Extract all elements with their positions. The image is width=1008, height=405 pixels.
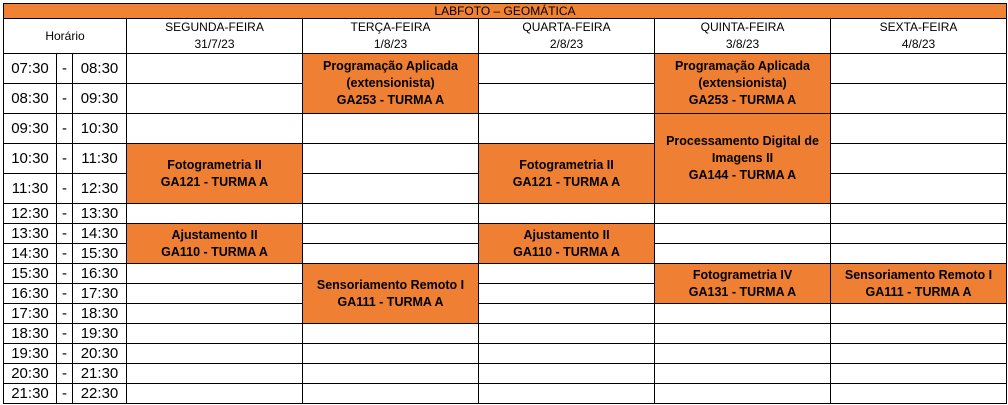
empty-slot[interactable]: [302, 113, 479, 144]
slot-end-text: 21:30: [80, 365, 119, 382]
slot-end-text: 20:30: [80, 345, 119, 362]
class-line: (extensionista): [346, 76, 435, 91]
slot-start-time: [3, 263, 57, 284]
day-name: TERÇA-FEIRA: [350, 20, 431, 34]
empty-slot[interactable]: [478, 83, 655, 114]
slot-dash: [56, 283, 73, 304]
day-date: 3/8/23: [725, 37, 760, 51]
empty-slot[interactable]: [830, 83, 1007, 114]
slot-end-text: 19:30: [80, 325, 119, 342]
day-header: [830, 18, 1007, 54]
slot-start-text: 17:30: [11, 305, 49, 322]
class-line: Fotogrametria II: [519, 157, 614, 172]
empty-slot[interactable]: [830, 323, 1007, 344]
slot-start-text: 11:30: [11, 180, 49, 197]
empty-slot[interactable]: [302, 383, 479, 404]
slot-dash: [56, 383, 73, 404]
class-line: GA131 - TURMA A: [688, 284, 797, 299]
slot-end-text: 16:30: [80, 265, 119, 282]
class-line: GA253 - TURMA A: [688, 92, 797, 107]
slot-end-text: 18:30: [80, 305, 119, 322]
empty-slot[interactable]: [478, 263, 655, 284]
slot-dash: [56, 53, 73, 84]
class-line: Sensoriamento Remoto I: [844, 267, 993, 282]
class-block[interactable]: [478, 143, 655, 204]
slot-end-time: [72, 223, 127, 244]
slot-dash-text: -: [62, 285, 67, 302]
slot-end-text: 14:30: [80, 225, 119, 242]
empty-slot[interactable]: [478, 363, 655, 384]
empty-slot[interactable]: [654, 303, 831, 324]
slot-end-text: 15:30: [80, 245, 119, 262]
slot-dash: [56, 323, 73, 344]
empty-slot[interactable]: [126, 283, 303, 304]
empty-slot[interactable]: [654, 223, 831, 244]
slot-start-text: 21:30: [11, 385, 49, 402]
empty-slot[interactable]: [302, 173, 479, 204]
empty-slot[interactable]: [126, 383, 303, 404]
empty-slot[interactable]: [478, 53, 655, 84]
slot-start-time: [3, 113, 57, 144]
empty-slot[interactable]: [830, 343, 1007, 364]
slot-dash-text: -: [62, 265, 67, 282]
class-line: GA111 - TURMA A: [337, 294, 444, 309]
slot-dash-text: -: [62, 385, 67, 402]
class-line: GA121 - TURMA A: [160, 174, 269, 189]
slot-dash-text: -: [62, 60, 67, 77]
slot-start-time: [3, 243, 57, 264]
class-line: Ajustamento II: [523, 227, 610, 242]
slot-dash: [56, 113, 73, 144]
day-name: QUINTA-FEIRA: [700, 20, 785, 34]
empty-slot[interactable]: [126, 323, 303, 344]
slot-start-text: 12:30: [11, 205, 49, 222]
slot-dash: [56, 343, 73, 364]
slot-dash: [56, 363, 73, 384]
empty-slot[interactable]: [830, 243, 1007, 264]
slot-dash: [56, 83, 73, 114]
slot-end-time: [72, 283, 127, 304]
class-line: GA253 - TURMA A: [336, 92, 445, 107]
day-header: [654, 18, 831, 54]
slot-dash-text: -: [62, 325, 67, 342]
empty-slot[interactable]: [126, 53, 303, 84]
slot-end-time: [72, 173, 127, 204]
slot-dash-text: -: [62, 305, 67, 322]
slot-start-text: 18:30: [11, 325, 49, 342]
horario-header: [3, 18, 127, 54]
class-line: Fotogrametria IV: [692, 267, 793, 282]
slot-dash-text: -: [62, 90, 67, 107]
empty-slot[interactable]: [478, 383, 655, 404]
slot-start-time: [3, 303, 57, 324]
slot-end-time: [72, 343, 127, 364]
empty-slot[interactable]: [654, 243, 831, 264]
slot-dash-text: -: [62, 150, 67, 167]
class-line: GA144 - TURMA A: [688, 167, 797, 182]
empty-slot[interactable]: [830, 383, 1007, 404]
empty-slot[interactable]: [126, 203, 303, 224]
empty-slot[interactable]: [302, 223, 479, 244]
slot-start-time: [3, 323, 57, 344]
slot-end-time: [72, 83, 127, 114]
empty-slot[interactable]: [478, 283, 655, 304]
class-block[interactable]: [654, 263, 831, 304]
slot-end-time: [72, 323, 127, 344]
empty-slot[interactable]: [830, 53, 1007, 84]
slot-start-time: [3, 223, 57, 244]
horario-label: Horário: [45, 29, 85, 43]
slot-dash-text: -: [62, 120, 67, 137]
class-block[interactable]: [478, 223, 655, 264]
class-block[interactable]: [302, 53, 479, 114]
class-line: GA111 - TURMA A: [865, 284, 972, 299]
class-block[interactable]: [830, 263, 1007, 304]
class-line: GA121 - TURMA A: [512, 174, 621, 189]
slot-end-time: [72, 263, 127, 284]
empty-slot[interactable]: [302, 243, 479, 264]
slot-end-time: [72, 243, 127, 264]
empty-slot[interactable]: [478, 323, 655, 344]
class-line: Processamento Digital de: [666, 134, 819, 149]
slot-start-text: 14:30: [11, 245, 49, 262]
slot-end-text: 13:30: [80, 205, 119, 222]
empty-slot[interactable]: [654, 323, 831, 344]
empty-slot[interactable]: [302, 143, 479, 174]
class-line: Ajustamento II: [171, 227, 258, 242]
slot-dash: [56, 173, 73, 204]
empty-slot[interactable]: [302, 203, 479, 224]
slot-dash: [56, 303, 73, 324]
slot-start-time: [3, 343, 57, 364]
slot-end-text: 12:30: [80, 180, 119, 197]
slot-dash-text: -: [62, 365, 67, 382]
slot-dash: [56, 263, 73, 284]
slot-start-text: 16:30: [11, 285, 49, 302]
slot-dash-text: -: [62, 205, 67, 222]
page-title: [3, 3, 1007, 19]
class-line: Programação Aplicada: [674, 59, 810, 74]
empty-slot[interactable]: [126, 263, 303, 284]
class-block[interactable]: [126, 143, 303, 204]
empty-slot[interactable]: [478, 343, 655, 364]
empty-slot[interactable]: [830, 173, 1007, 204]
slot-start-text: 10:30: [11, 150, 49, 167]
class-block[interactable]: [126, 223, 303, 264]
day-header: [302, 18, 479, 54]
slot-end-time: [72, 303, 127, 324]
day-header: [126, 18, 303, 54]
class-line: Imagens II: [711, 151, 774, 166]
empty-slot[interactable]: [478, 303, 655, 324]
slot-end-time: [72, 113, 127, 144]
slot-start-time: [3, 363, 57, 384]
day-date: 4/8/23: [901, 37, 936, 51]
slot-start-time: [3, 143, 57, 174]
slot-start-time: [3, 383, 57, 404]
slot-end-text: 08:30: [80, 60, 119, 77]
slot-start-text: 20:30: [11, 365, 49, 382]
day-date: 1/8/23: [373, 37, 408, 51]
class-line: Fotogrametria II: [167, 157, 262, 172]
slot-start-text: 07:30: [11, 60, 49, 77]
slot-dash: [56, 243, 73, 264]
slot-dash-text: -: [62, 225, 67, 242]
empty-slot[interactable]: [654, 203, 831, 224]
empty-slot[interactable]: [126, 113, 303, 144]
class-line: GA110 - TURMA A: [513, 244, 620, 259]
slot-end-text: 22:30: [80, 385, 119, 402]
empty-slot[interactable]: [126, 343, 303, 364]
slot-start-time: [3, 173, 57, 204]
empty-slot[interactable]: [654, 343, 831, 364]
slot-end-time: [72, 363, 127, 384]
day-name: SEGUNDA-FEIRA: [165, 20, 264, 34]
empty-slot[interactable]: [126, 303, 303, 324]
empty-slot[interactable]: [830, 143, 1007, 174]
slot-end-time: [72, 53, 127, 84]
slot-start-text: 19:30: [11, 345, 49, 362]
slot-end-text: 17:30: [80, 285, 119, 302]
day-header: [478, 18, 655, 54]
slot-start-time: [3, 283, 57, 304]
day-date: 31/7/23: [194, 37, 235, 51]
empty-slot[interactable]: [654, 383, 831, 404]
empty-slot[interactable]: [126, 363, 303, 384]
class-line: Sensoriamento Remoto I: [316, 277, 465, 292]
slot-dash-text: -: [62, 245, 67, 262]
day-name: QUARTA-FEIRA: [522, 20, 611, 34]
class-line: GA110 - TURMA A: [161, 244, 268, 259]
day-date: 2/8/23: [549, 37, 584, 51]
empty-slot[interactable]: [126, 83, 303, 114]
class-line: Programação Aplicada: [322, 59, 458, 74]
empty-slot[interactable]: [302, 323, 479, 344]
empty-slot[interactable]: [302, 363, 479, 384]
slot-dash: [56, 143, 73, 174]
slot-end-text: 09:30: [80, 90, 119, 107]
empty-slot[interactable]: [302, 343, 479, 364]
empty-slot[interactable]: [830, 223, 1007, 244]
slot-start-text: 08:30: [11, 90, 49, 107]
class-block[interactable]: [302, 263, 479, 324]
empty-slot[interactable]: [478, 203, 655, 224]
slot-start-text: 15:30: [11, 265, 49, 282]
empty-slot[interactable]: [830, 363, 1007, 384]
slot-end-time: [72, 203, 127, 224]
slot-dash-text: -: [62, 180, 67, 197]
slot-end-time: [72, 383, 127, 404]
class-line: (extensionista): [698, 76, 787, 91]
slot-end-text: 11:30: [81, 150, 118, 167]
slot-dash: [56, 223, 73, 244]
empty-slot[interactable]: [830, 303, 1007, 324]
slot-start-time: [3, 83, 57, 114]
empty-slot[interactable]: [830, 203, 1007, 224]
slot-end-text: 10:30: [80, 120, 119, 137]
slot-dash: [56, 203, 73, 224]
page-title-text: LABFOTO – GEOMÁTICA: [434, 4, 576, 18]
slot-end-time: [72, 143, 127, 174]
empty-slot[interactable]: [478, 113, 655, 144]
empty-slot[interactable]: [830, 113, 1007, 144]
empty-slot[interactable]: [654, 363, 831, 384]
slot-start-time: [3, 203, 57, 224]
slot-dash-text: -: [62, 345, 67, 362]
slot-start-time: [3, 53, 57, 84]
class-block[interactable]: [654, 53, 831, 114]
slot-start-text: 13:30: [11, 225, 49, 242]
day-name: SEXTA-FEIRA: [879, 20, 958, 34]
class-block[interactable]: [654, 113, 831, 204]
slot-start-text: 09:30: [11, 120, 49, 137]
